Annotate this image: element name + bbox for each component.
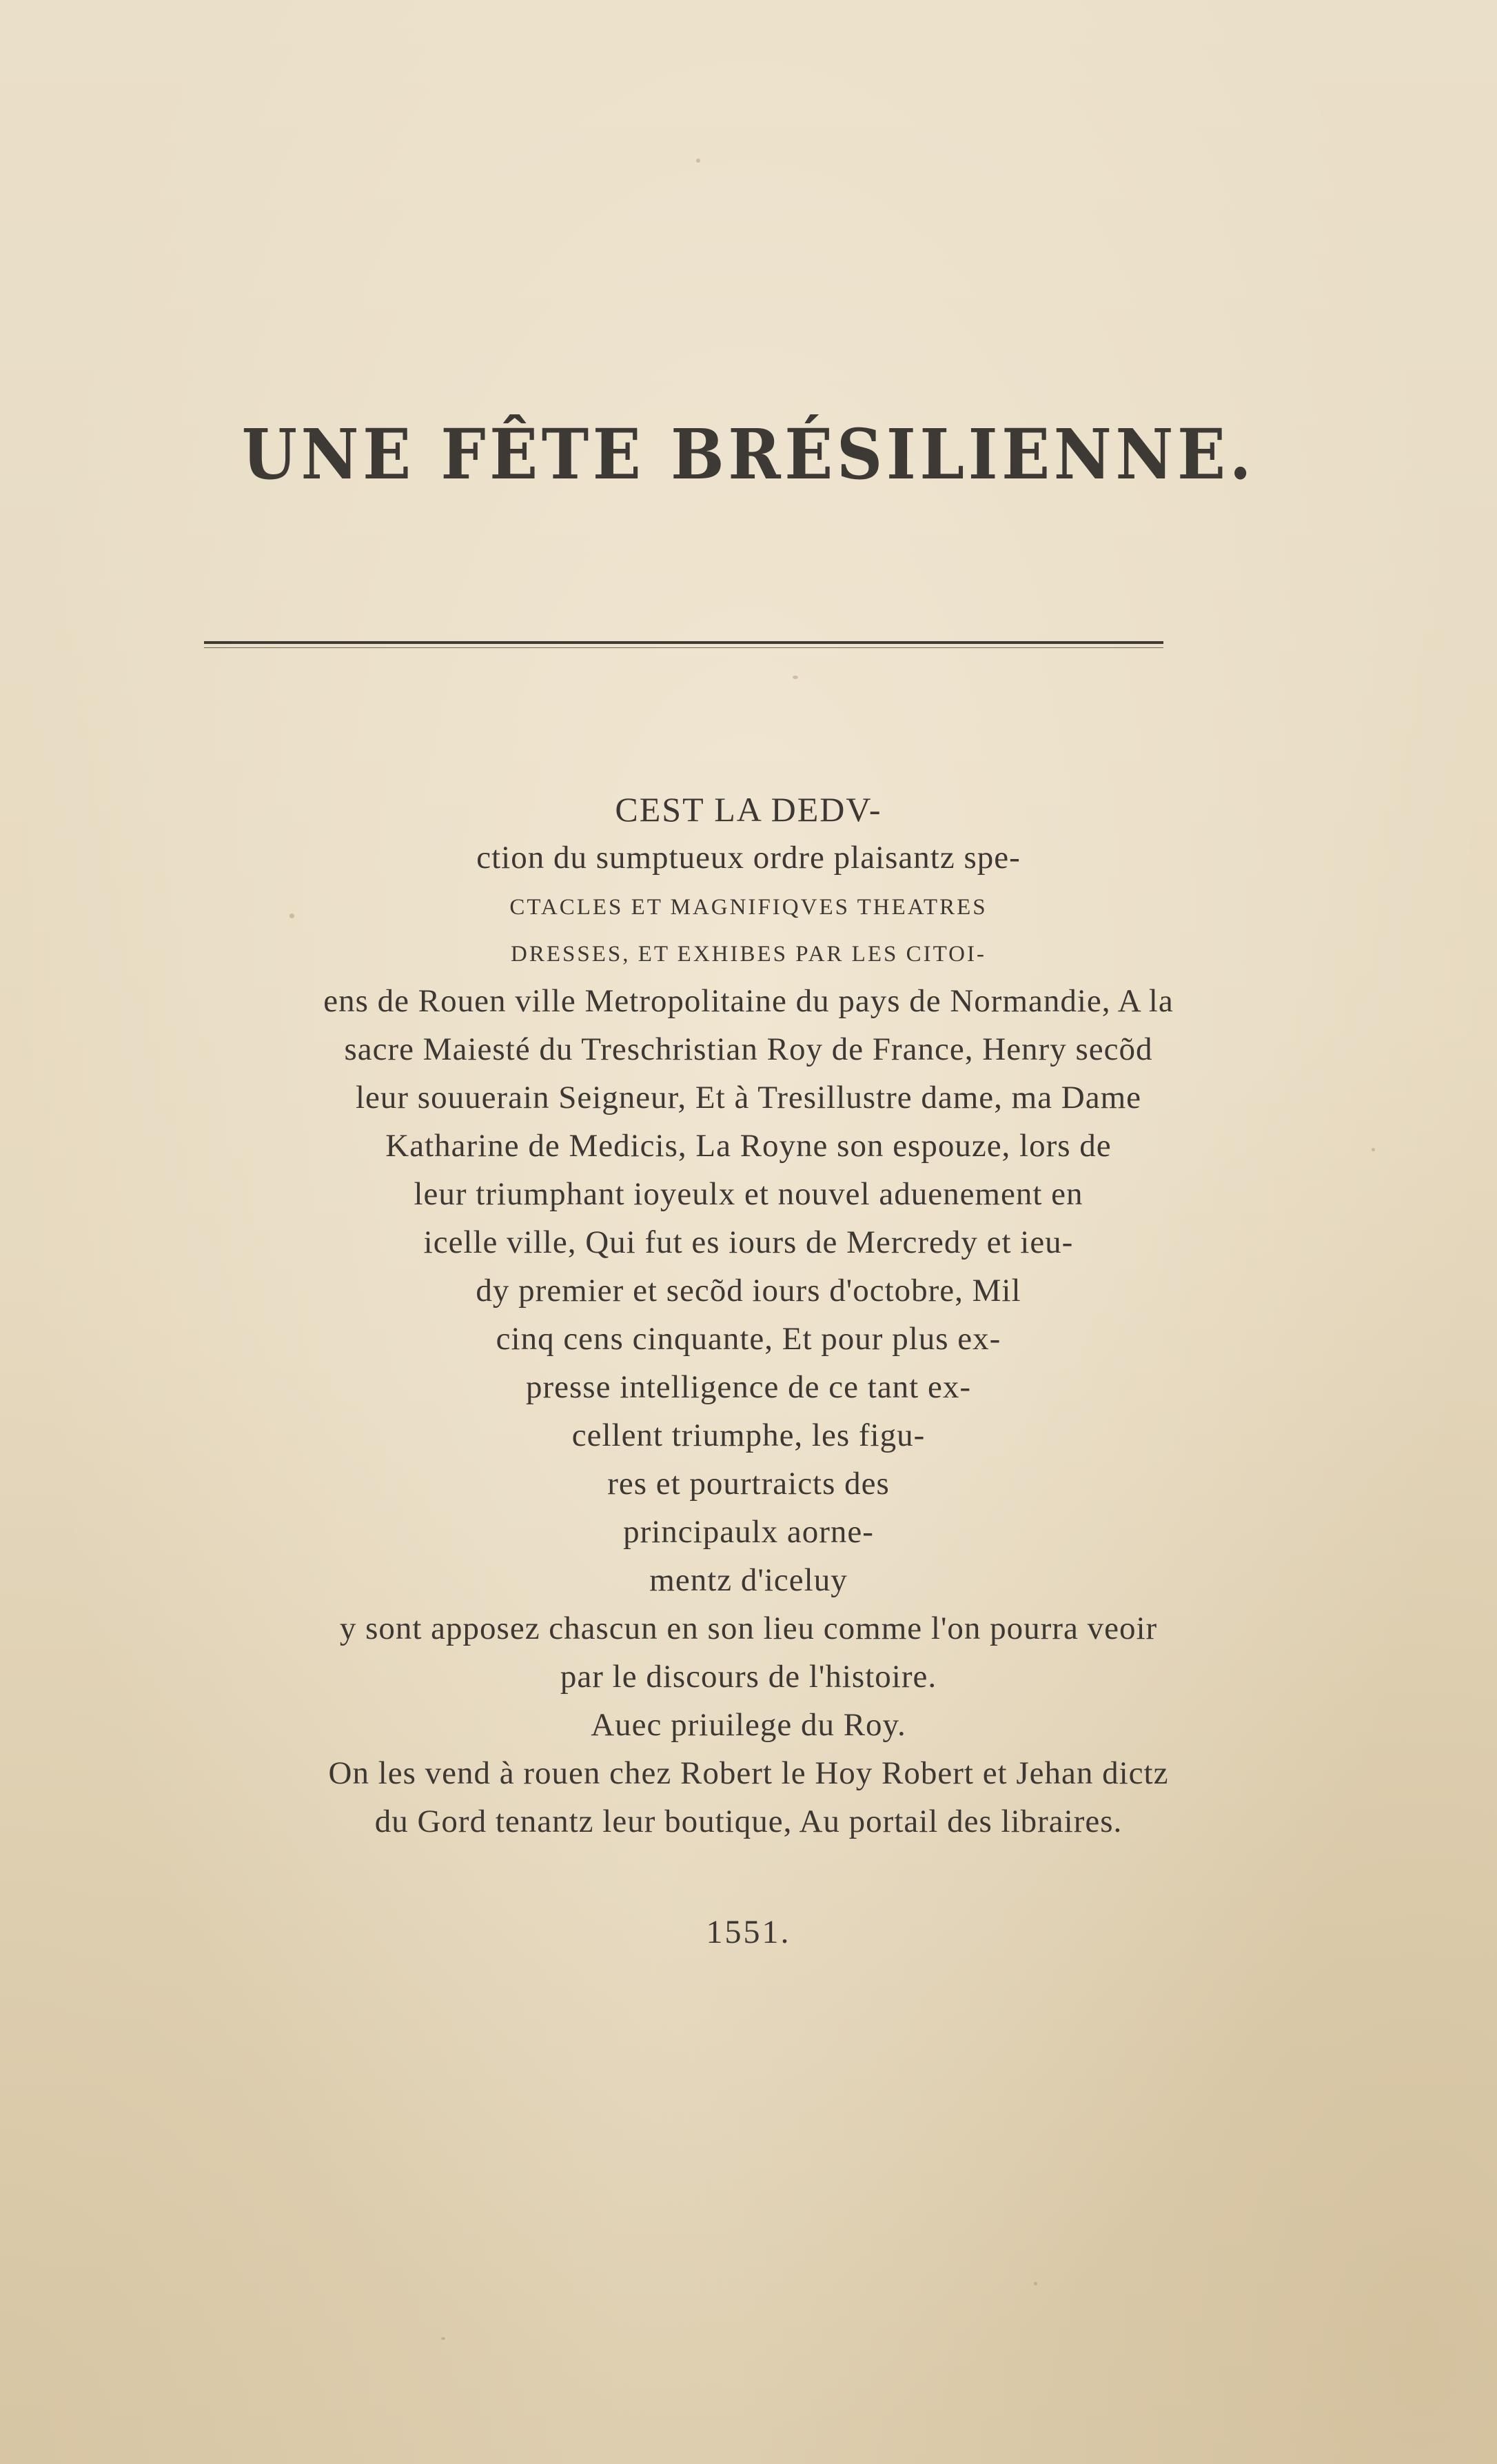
imprint-line: leur souuerain Seigneur, Et à Tresillustre dame, ma Dame xyxy=(355,1080,1142,1115)
imprint-line: y sont apposez chascun en son lieu comme l'on pourra veoir xyxy=(339,1610,1158,1646)
publication-year: 1551. xyxy=(706,1914,791,1950)
foxing-spot xyxy=(441,2337,445,2340)
imprint-line: Auec priuilege du Roy. xyxy=(591,1707,906,1743)
foxing-spot xyxy=(1034,2282,1037,2285)
title-rule xyxy=(204,641,1163,644)
imprint-line: Katharine de Medicis, La Royne son espouze, lors de xyxy=(385,1128,1112,1164)
imprint-line: cinq cens cinquante, Et pour plus ex- xyxy=(496,1321,1001,1357)
imprint-line: On les vend à rouen chez Robert le Hoy Robert et Jehan dictz xyxy=(328,1755,1169,1791)
imprint-line: sacre Maiesté du Treschristian Roy de France, Henry secõd xyxy=(344,1031,1153,1067)
imprint-line: DRESSES, ET EXHIBES PAR LES CITOI- xyxy=(511,942,986,967)
foxing-spot xyxy=(696,159,700,163)
imprint-line: principaulx aorne- xyxy=(623,1514,874,1550)
foxing-spot xyxy=(793,676,798,679)
imprint-line: ction du sumptueux ordre plaisantz spe- xyxy=(476,840,1021,876)
imprint-line: par le discours de l'histoire. xyxy=(560,1659,937,1695)
imprint-line: presse intelligence de ce tant ex- xyxy=(525,1369,971,1405)
imprint-line: dy premier et secõd iours d'octobre, Mil xyxy=(476,1273,1021,1309)
imprint-line: icelle ville, Qui fut es iours de Mercredy et ieu- xyxy=(423,1224,1074,1260)
page-title: UNE FÊTE BRÉSILIENNE. xyxy=(241,414,1256,495)
imprint-line: leur triumphant ioyeulx et nouvel aduenement en xyxy=(414,1176,1083,1212)
imprint-line: CEST LA DEDV- xyxy=(615,790,882,829)
imprint-line: CTACLES ET MAGNIFIQVES THEATRES xyxy=(509,895,988,920)
imprint-line: cellent triumphe, les figu- xyxy=(571,1417,926,1453)
imprint-line: res et pourtraicts des xyxy=(607,1466,890,1502)
imprint-line: du Gord tenantz leur boutique, Au portail des libraires. xyxy=(374,1804,1123,1839)
title-rule-thin xyxy=(204,647,1163,648)
imprint-line: mentz d'iceluy xyxy=(649,1562,848,1598)
imprint-line: ens de Rouen ville Metropolitaine du pays de Normandie, A la xyxy=(323,983,1174,1019)
